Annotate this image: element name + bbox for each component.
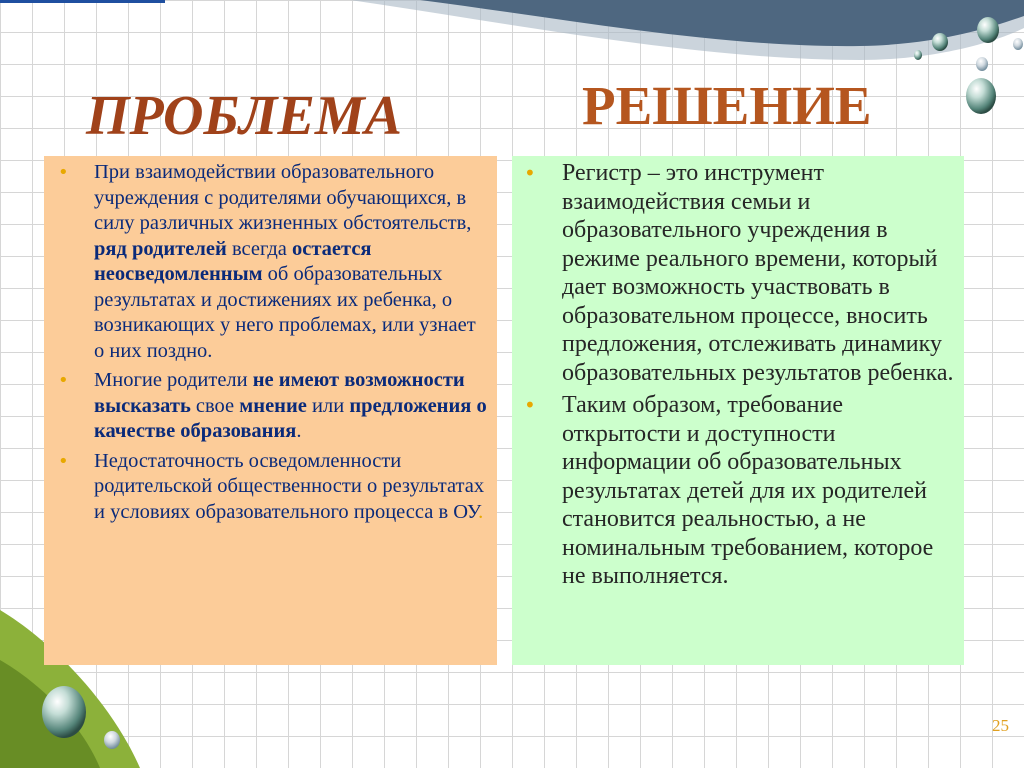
text-run: .: [296, 420, 302, 442]
bold-text-run: предложения о качестве образования: [94, 394, 487, 442]
text-run: об образовательных результатах и достижениях их ребенка, о возникающих у него проблемах, или узнает о них поздно.: [94, 263, 476, 362]
problem-list: [58, 160, 487, 525]
solution-list: [524, 159, 956, 591]
page-number: 25: [992, 716, 1009, 735]
problem-panel: [44, 156, 497, 665]
text-run: При взаимодействии образовательного учреждения с родителями обучающихся, в силу различных жизненных обстоятельств,: [94, 161, 472, 234]
bullet-dot-icon: •: [524, 161, 536, 185]
bullet-item: [524, 391, 956, 591]
bullet-item: [58, 160, 487, 364]
solution-heading: РЕШЕНИЕ: [582, 75, 872, 136]
problem-heading: ПРОБЛЕМА: [86, 85, 402, 147]
bullet-dot-icon: •: [524, 393, 536, 417]
text-run: Таким образом, требование открытости и доступности информации об образовательных результатах детей для их родителей становится реальностью, а не номинальным требованием, которое не выполняется.: [562, 392, 934, 589]
text-run: Многие родители: [94, 369, 253, 391]
solution-panel: [512, 156, 964, 665]
bullet-dot-icon: •: [58, 162, 69, 183]
bullet-dot-icon: •: [58, 450, 69, 472]
bold-text-run: мнение: [239, 394, 307, 417]
bullet-dot-icon: •: [58, 370, 69, 391]
bullet-item: [58, 368, 487, 445]
text-run: Недостаточность осведомленности родительской общественности о результатах и условиях образовательного процесса в ОУ: [94, 449, 485, 523]
text-run: свое: [190, 394, 240, 417]
bullet-item: [58, 449, 487, 526]
bullet-item: [524, 159, 956, 387]
bold-text-run: остается неосведомленным: [94, 237, 372, 285]
text-run: .: [478, 500, 484, 523]
text-run: Регистр – это инструмент взаимодействия семьи и образовательного учреждения в режиме реального времени, который дает возможность участвовать в образовательном процессе, вносить предложения, отслеживать динамику образовательных результатов ребенка.: [562, 160, 954, 386]
bold-text-run: не имеют возможности высказать: [94, 369, 465, 417]
text-run: или: [306, 394, 350, 417]
text-run: всегда: [226, 237, 292, 260]
bold-text-run: ряд родителей: [94, 237, 227, 260]
